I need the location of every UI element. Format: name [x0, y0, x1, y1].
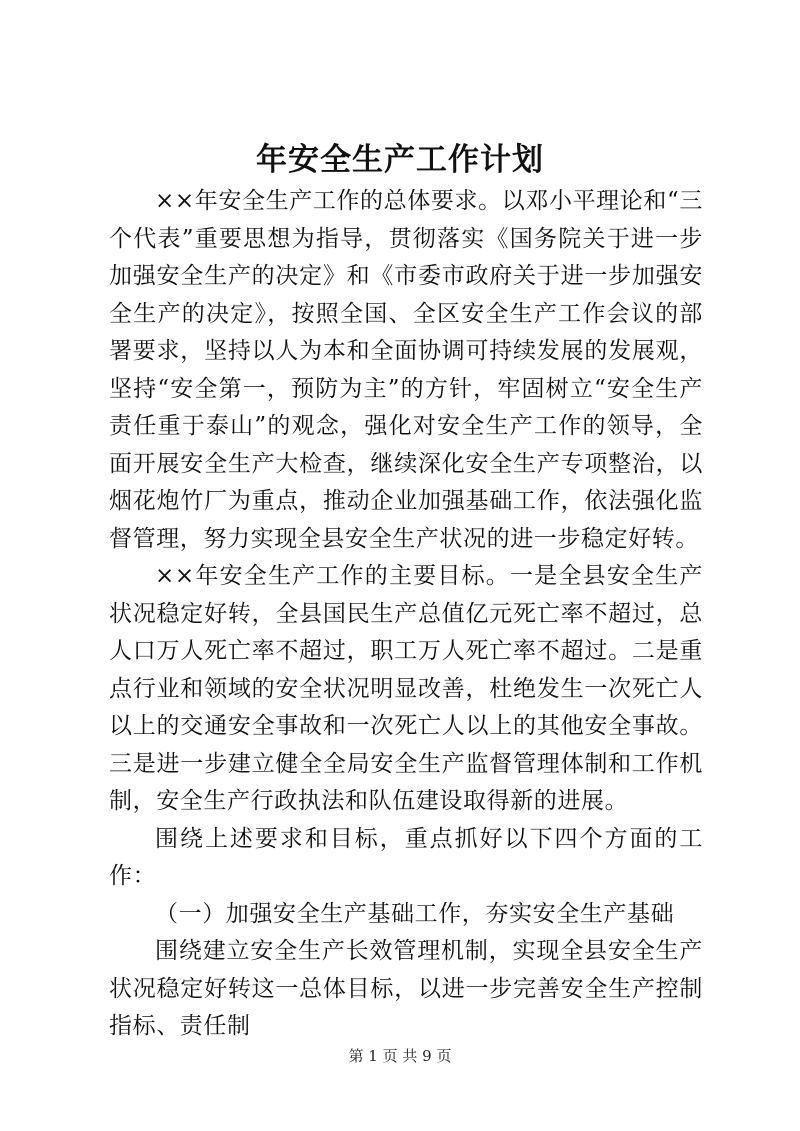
paragraph-main-targets: ××年安全生产工作的主要目标。一是全县安全生产状况稳定好转，全县国民生产总值亿元死亡率不超过，总人口万人死亡率不超过，职工万人死亡率不超过。二是重点行业和领域的安全状况明显改善，杜绝发生一次死亡人以上的交通安全事故和一次死亡人以上的其他安全事故。三是进一步建立健全全局安全生产监督管理体制和工作机制，安全生产行政执法和队伍建设取得新的进展。: [109, 563, 703, 814]
section-heading-1: （一）加强安全生产基础工作，夯实安全生产基础: [155, 900, 675, 927]
paragraph-general-requirements: ××年安全生产工作的总体要求。以邓小平理论和“三个代表”重要思想为指导，贯彻落实《国务院关于进一步加强安全生产的决定》和《市委市政府关于进一步加强安全生产的决定》，按照全国、全区安全生产工作会议的部署要求，坚持以人为本和全面协调可持续发展的发展观，坚持“安全第一，预防为主”的方针，牢固树立“安全生产责任重于泰山”的观念，强化对安全生产工作的领导，全面开展安全生产大检查，继续深化安全生产专项整治，以烟花炮竹厂为重点，推动企业加强基础工作，依法强化监督管理，努力实现全县安全生产状况的进一步稳定好转。: [109, 188, 703, 552]
paragraph-work-intro: 围绕上述要求和目标，重点抓好以下四个方面的工作：: [109, 825, 703, 889]
document-body: [109, 183, 703, 1046]
page-number: 第 1 页 共 9 页: [348, 1047, 452, 1065]
paragraph-section-1: 围绕建立安全生产长效管理机制，实现全县安全生产状况稳定好转这一总体目标，以进一步完善安全生产控制指标、责任制: [109, 938, 703, 1039]
document-title: 年安全生产工作计划: [256, 142, 544, 178]
